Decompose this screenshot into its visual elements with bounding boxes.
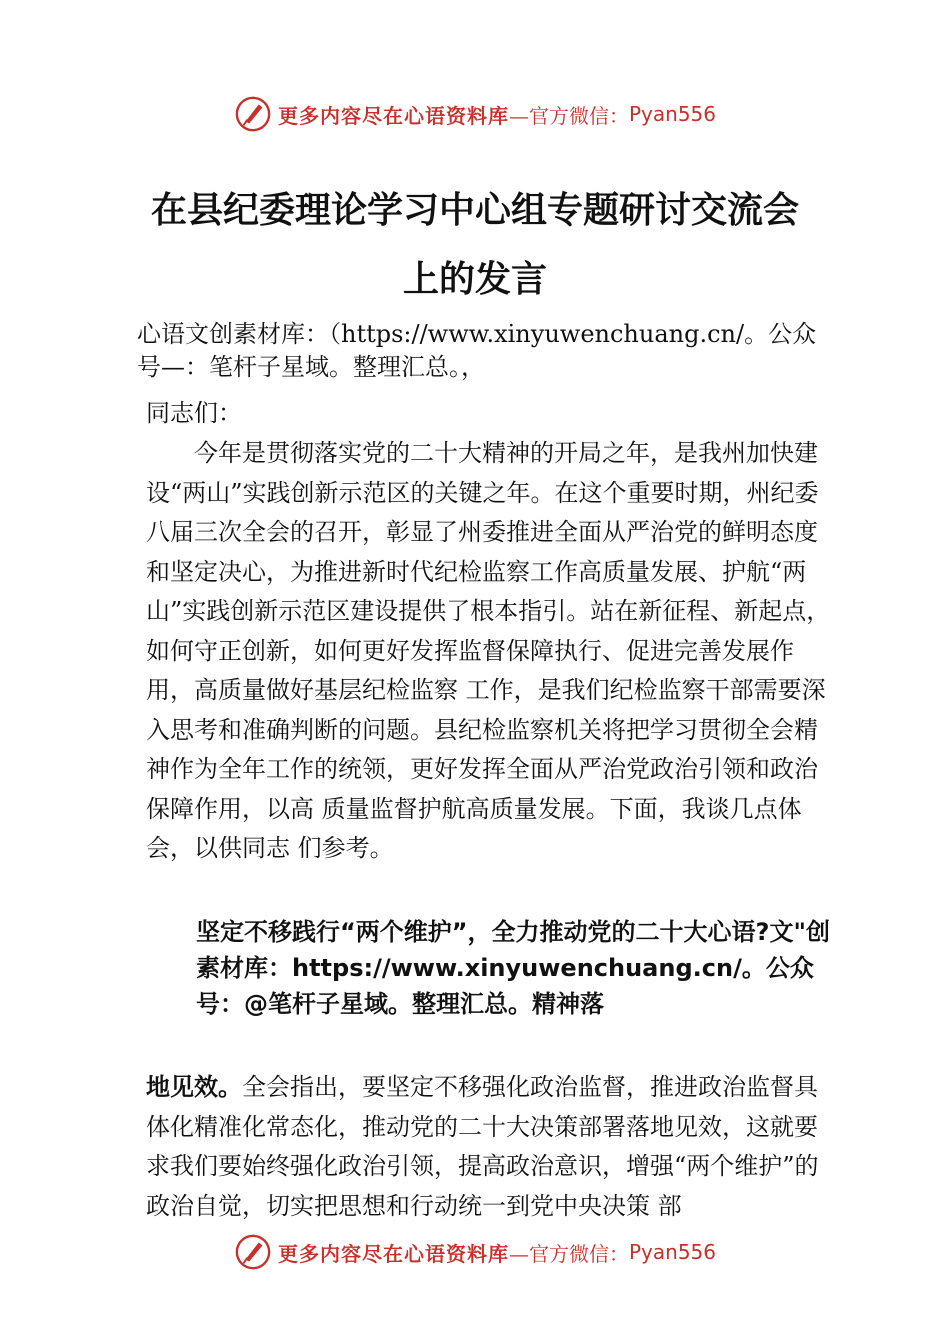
banner-main-text: 更多内容尽在心语资料库	[277, 103, 509, 128]
source-note: 心语文创素材库：（https://www.xinyuwenchuang.cn/。公众号—：笔杆子星域。整理汇总。，	[137, 320, 817, 381]
banner-wechat-id: Pyan556	[628, 1240, 716, 1264]
paragraph-1: 今年是贯彻落实党的二十大精神的开局之年，是我州加快建设“两山”实践创新示范区的关键之年。在这个重要时期，州纪委八届三次全会的召开，彰显了州委推进全面从严治党的鲜明态度和坚定决心，为推进新时代纪检监察工作高质量发展、护航“两山”实践创新示范区建设提供了根本指引。站在新征程、新起点，如何守正创新，如何更好发挥监督保障执行、促进完善发展作用，高质量做好基层纪检监察 工作，是我们纪检监察干部需要深入思考和准确判断的问题。县纪检监察机关将把学习贯彻全会精神作为全年工作的统领，更好发挥全面从严治党政治引领和政治保障作用，以高 质量监督护航高质量发展。下面，我谈几点体会，以供同志 们参考。	[146, 439, 831, 862]
paragraph-2	[146, 1068, 832, 1226]
logo-icon	[234, 95, 272, 133]
greeting: 同志们：	[146, 399, 242, 427]
banner-main-text: 更多内容尽在心语资料库	[277, 1241, 509, 1266]
banner-sub-text: —官方微信：	[508, 103, 629, 128]
document-title-line-2: 上的发言	[402, 258, 547, 300]
document-title-line-1: 在县纪委理论学习中心组专题研讨交流会	[150, 189, 799, 231]
logo-icon	[234, 1233, 272, 1271]
banner-sub-text: —官方微信：	[508, 1241, 629, 1266]
paragraph-2-lead: 地见效。	[146, 1073, 242, 1101]
section-heading-1: 坚定不移践行“两个维护”，全力推动党的二十大心语?文"创素材库：https://www.xinyuwenchuang.cn/。公众号：@笔杆子星域。整理汇总。精神落	[196, 918, 830, 1018]
footer-watermark-banner	[0, 1230, 950, 1274]
header-watermark-banner	[0, 92, 950, 136]
banner-wechat-id: Pyan556	[628, 102, 716, 126]
paragraph-2-text: 全会指出，要坚定不移强化政治监督，推进政治监督具体化精准化常态化，推动党的二十大决策部署落地见效，这就要求我们要始终强化政治引领，提高政治意识，增强“两个维护”的政治自觉，切实把思想和行动统一到党中央决策 部	[146, 1073, 819, 1220]
